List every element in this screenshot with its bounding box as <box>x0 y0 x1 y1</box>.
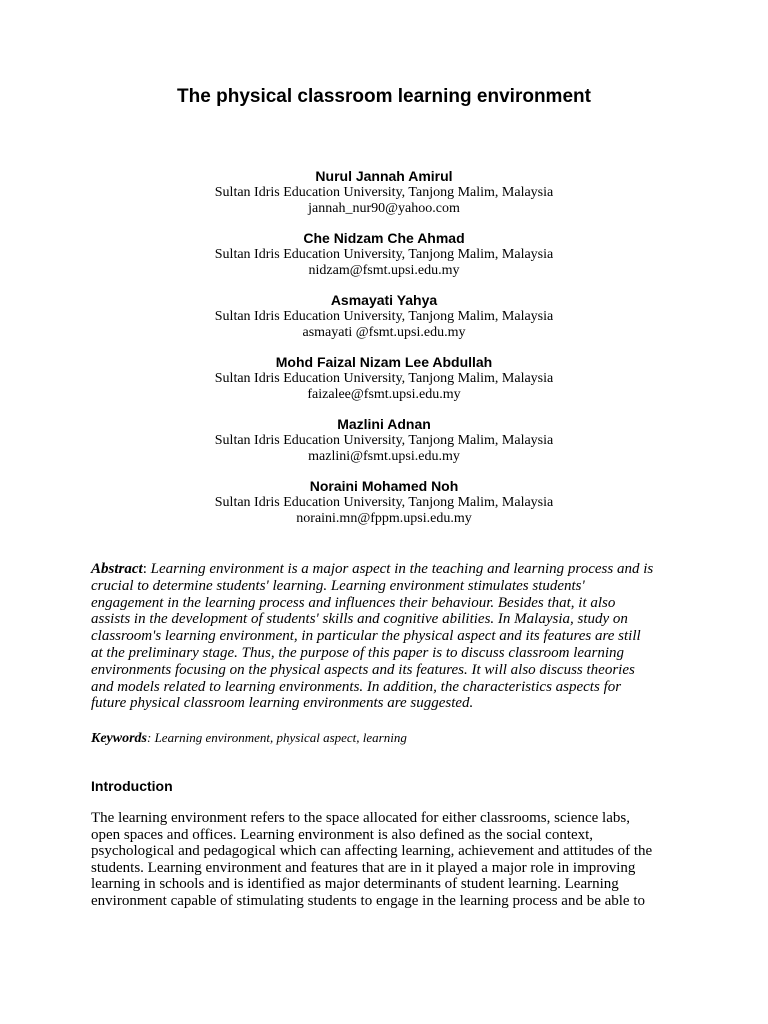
author-email: noraini.mn@fppm.upsi.edu.my <box>296 510 472 526</box>
author-email: mazlini@fsmt.upsi.edu.my <box>308 448 460 464</box>
author-name: Mohd Faizal Nizam Lee Abdullah <box>275 354 493 370</box>
introduction-paragraph <box>91 810 681 909</box>
abstract-first-line <box>91 561 681 578</box>
paragraph-line: open spaces and offices. Learning environment is also defined as the social context, <box>91 826 594 843</box>
author-email: nidzam@fsmt.upsi.edu.my <box>308 262 460 278</box>
abstract-label: Abstract <box>91 561 143 577</box>
author-block <box>0 292 768 354</box>
author-block <box>0 478 768 540</box>
abstract-line: Learning environment is a major aspect in the teaching and learning process and is <box>150 561 654 577</box>
abstract-line: crucial to determine students' learning. Learning environment stimulates students' <box>91 577 585 594</box>
abstract-line: future physical classroom learning environments are suggested. <box>91 695 474 712</box>
paragraph-line: environment capable of stimulating students to engage in the learning process and be able to <box>91 892 646 909</box>
author-block <box>0 354 768 416</box>
author-list <box>0 168 768 540</box>
author-name: Asmayati Yahya <box>330 292 438 308</box>
author-affiliation: Sultan Idris Education University, Tanjong Malim, Malaysia <box>214 185 554 200</box>
paragraph-line: The learning environment refers to the space allocated for either classrooms, science labs, <box>91 810 630 826</box>
author-name: Noraini Mohamed Noh <box>309 478 459 494</box>
abstract-line: assists in the development of students' skills and cognitive abilities. In Malaysia, study on <box>91 611 628 628</box>
abstract-line: and models related to learning environments. In addition, the characteristics aspects for <box>91 678 622 695</box>
author-name: Nurul Jannah Amirul <box>315 168 453 184</box>
paper-title: The physical classroom learning environment <box>177 86 591 107</box>
author-affiliation: Sultan Idris Education University, Tanjong Malim, Malaysia <box>214 495 554 510</box>
abstract-line: environments focusing on the physical aspects and its features. It will also discuss theories <box>91 661 635 678</box>
abstract <box>91 561 681 712</box>
author-block <box>0 416 768 478</box>
author-affiliation: Sultan Idris Education University, Tanjong Malim, Malaysia <box>214 371 554 386</box>
author-name: Che Nidzam Che Ahmad <box>303 230 465 246</box>
paragraph-line: psychological and pedagogical which can affecting learning, achievement and attitudes of the <box>91 843 653 859</box>
paragraph-line: students. Learning environment and features that are in it played a major role in improving <box>91 859 636 876</box>
keywords-label: Keywords <box>91 731 147 746</box>
paragraph-line: learning in schools and is identified as major determinants of student learning. Learning <box>91 876 619 892</box>
section-heading-introduction: Introduction <box>91 778 173 794</box>
author-affiliation: Sultan Idris Education University, Tanjong Malim, Malaysia <box>214 433 554 448</box>
author-block <box>0 168 768 230</box>
abstract-separator: : <box>142 561 151 577</box>
author-affiliation: Sultan Idris Education University, Tanjong Malim, Malaysia <box>214 309 554 324</box>
author-email: jannah_nur90@yahoo.com <box>308 200 460 216</box>
abstract-line: classroom's learning environment, in particular the physical aspect and its features are still <box>91 628 641 645</box>
author-email: faizalee@fsmt.upsi.edu.my <box>307 386 461 402</box>
keywords <box>91 730 681 747</box>
abstract-line: at the preliminary stage. Thus, the purpose of this paper is to discuss classroom learning <box>91 644 625 661</box>
keywords-text: : Learning environment, physical aspect, learning <box>147 730 407 745</box>
author-affiliation: Sultan Idris Education University, Tanjong Malim, Malaysia <box>214 247 554 262</box>
author-block <box>0 230 768 292</box>
author-email: asmayati @fsmt.upsi.edu.my <box>302 324 466 340</box>
author-name: Mazlini Adnan <box>337 416 431 432</box>
abstract-line: engagement in the learning process and influences their behaviour. Besides that, it also <box>91 594 616 611</box>
